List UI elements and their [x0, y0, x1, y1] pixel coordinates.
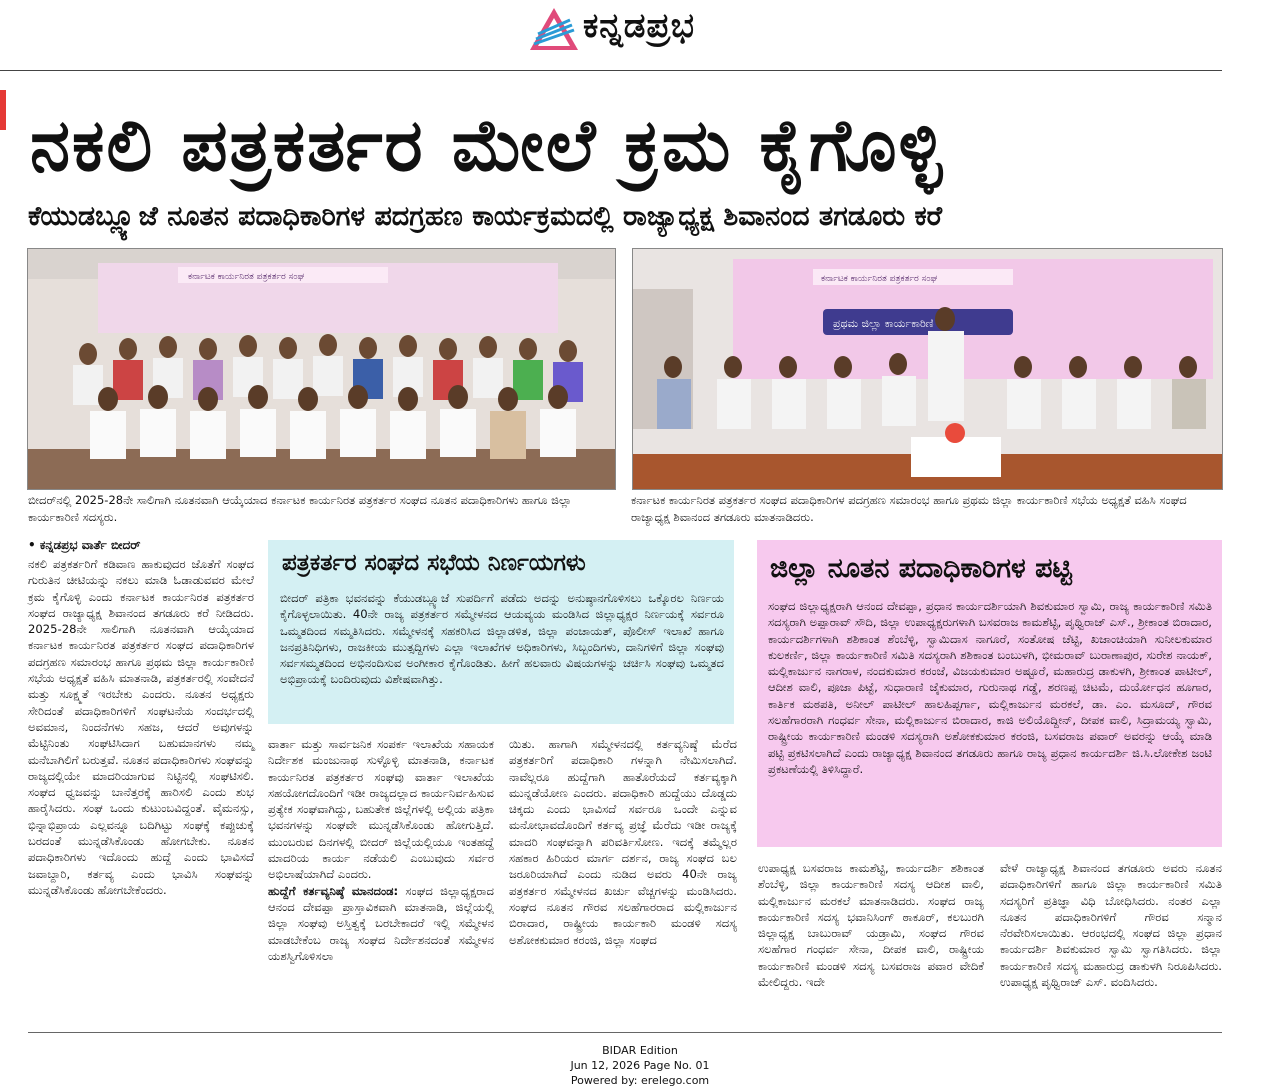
box-title: ಜಿಲ್ಲಾ ನೂತನ ಪದಾಧಿಕಾರಿಗಳ ಪಟ್ಟಿ — [770, 553, 1072, 584]
accent-bar — [0, 90, 6, 130]
article-column: ವೇಳೆ ರಾಜ್ಯಾಧ್ಯಕ್ಷ ಶಿವಾನಂದ ತಗಡೂರು ಅವರು ನೂತನ ಪದಾಧಿಕಾರಿಗಳಿಗೆ ಹಾಗೂ ಜಿಲ್ಲಾ ಕಾರ್ಯಕಾರಿಣಿ ಸಮಿತಿ ಸದಸ್ಯರಿಗೆ ಪ್ರತಿಜ್ಞಾ ವಿಧಿ ಬೋಧಿಸಿದರು. ನಂತರ ಎಲ್ಲಾ ನೂತನ ಪದಾಧಿಕಾರಿಗಳಿಗೆ ಗೌರವ ಸನ್ಮಾನ ನೆರವೇರಿಸಲಾಯಿತು. ಆರಂಭದಲ್ಲಿ ಸಂಘದ ಜಿಲ್ಲಾ ಪ್ರಧಾನ ಕಾರ್ಯದರ್ಶಿ ಶಿವಕುಮಾರ ಸ್ವಾಮಿ ಸ್ವಾಗತಿಸಿದರು. ಜಿಲ್ಲಾ ಕಾರ್ಯಕಾರಿಣಿ ಸದಸ್ಯ ಮಹಾರುದ್ರ ಡಾಕುಳಗಿ ನಿರೂಪಿಸಿದರು. ಉಪಾಧ್ಯಕ್ಷ ಪೃಥ್ವಿರಾಜ್ ಎಸ್. ವಂದಿಸಿದರು. — [1000, 861, 1222, 990]
photo2-banner-sub: ಪ್ರಥಮ ಜಿಲ್ಲಾ ಕಾರ್ಯಕಾರಿಣಿ — [833, 317, 934, 330]
article-text: ವಾರ್ತಾ ಮತ್ತು ಸಾರ್ವಜನಿಕ ಸಂಪರ್ಕ ಇಲಾಖೆಯ ಸಹಾಯಕ ನಿರ್ದೇಶಕ ಮಂಜುನಾಥ ಸುಳ್ಳೊಳ್ಳಿ ಮಾತನಾಡಿ, ಕರ್ನಾಟಕ ಕಾರ್ಯನಿರತ ಪತ್ರಕರ್ತರ ಸಂಘವು ವಾರ್ತಾ ಇಲಾಖೆಯ ಸಹಯೋಗದೊಂದಿಗೆ ಇಡೀ ರಾಜ್ಯದಲ್ಲಾದ ಕಾರ್ಯನಿರ್ವಹಿಸುವ ಪ್ರತ್ಯೇಕ ಸಂಘವಾಗಿದ್ದು, ಬಹುತೇಕ ಜಿಲ್ಲೆಗಳಲ್ಲಿ ಅಲ್ಲಿಯ ಪತ್ರಿಕಾ ಭವನಗಳನ್ನು ಸಂಘವೇ ಮುನ್ನಡೆಸಿಕೊಂಡು ಹೋಗುತ್ತಿದೆ. ಮುಂಬರುವ ದಿನಗಳಲ್ಲಿ ಬೀದರ್ ಜಿಲ್ಲೆಯಲ್ಲಿಯೂ ಇಂತಹದ್ದೆ ಮಾದರಿಯ ಕಾರ್ಯ ನಡೆಯಲಿ ಎಂಬುವುದು ಸರ್ವರ ಅಭಿಲಾಷೆಯಾಗಿದೆ ಎಂದರು. — [268, 737, 494, 882]
edition-label: BIDAR Edition — [602, 1044, 678, 1057]
photo2-banner: ಕರ್ನಾಟಕ ಕಾರ್ಯನಿರತ ಪತ್ರಕರ್ತರ ಸಂಘ — [821, 274, 938, 284]
page-footer — [0, 1043, 1280, 1088]
divider — [28, 1032, 1222, 1033]
date-page-label: Jun 12, 2026 Page No. 01 — [570, 1059, 710, 1072]
inline-subhead: ಹುದ್ದೆಗೆ ಕರ್ತವ್ಯನಿಷ್ಠೆ ಮಾನದಂಡ: — [268, 883, 399, 898]
article-column: ಯಿತು. ಹಾಗಾಗಿ ಸಮ್ಮೇಳನದಲ್ಲಿ ಕರ್ತವ್ಯನಿಷ್ಠೆ ಮೆರೆದ ಪತ್ರಕರ್ತರಿಗೆ ಪದಾಧಿಕಾರಿ ಗಳನ್ನಾಗಿ ನೇಮಿಸಲಾಗಿದೆ. ನಾವೆಲ್ಲರೂ ಹುದ್ದೆಗಾಗಿ ಹಾತೊರೆಯದೆ ಕರ್ತವ್ಯಕ್ಕಾಗಿ ಮುನ್ನಡೆಯೋಣ ಎಂದರು. ಪದಾಧಿಕಾರಿ ಹುದ್ದೆಯು ದೊಡ್ಡದು ಚಿಕ್ಕದು ಎಂದು ಭಾವಿಸದೆ ಸರ್ವರೂ ಒಂದೇ ಎನ್ನುವ ಮನೋಭಾವದೊಂದಿಗೆ ಕರ್ತವ್ಯ ಪ್ರಜ್ಞೆ ಮೆರೆದು ಇಡೀ ರಾಜ್ಯಕ್ಕೆ ಮಾದರಿ ಸಂಘವನ್ನಾಗಿ ಪರಿವರ್ತಿಸೋಣ. ಇದಕ್ಕೆ ತಮ್ಮೆಲ್ಲರ ಸಹಕಾರ ಹಿರಿಯರ ಮಾರ್ಗ ದರ್ಶನ, ರಾಜ್ಯ ಸಂಘದ ಬಲ ಜರೂರಿಯಾಗಿದೆ ಎಂದು ನುಡಿದ ಅವರು 40ನೇ ರಾಜ್ಯ ಪತ್ರಕರ್ತರ ಸಮ್ಮೇಳನದ ಖರ್ಚು ವೆಚ್ಚಗಳನ್ನು ಮಂಡಿಸಿದರು. ಸಂಘದ ನೂತನ ಗೌರವ ಸಲಹೆಗಾರರಾದ ಮಲ್ಲಿಕಾರ್ಜುನ ಬಿರಾದಾರ, ರಾಷ್ಟ್ರೀಯ ಕಾರ್ಯಕಾರಿ ಮಂಡಳಿ ಸದಸ್ಯ ಅಶೋಕಕುಮಾರ ಕರಂಜಿ, ಜಿಲ್ಲಾ ಸಂಘದ — [509, 737, 737, 947]
photo1-banner: ಕರ್ನಾಟಕ ಕಾರ್ಯನಿರತ ಪತ್ರಕರ್ತರ ಸಂಘ — [188, 272, 305, 282]
divider — [0, 70, 1222, 71]
group-photo — [27, 248, 616, 490]
logo-icon — [528, 6, 580, 56]
box-title: ಪತ್ರಕರ್ತರ ಸಂಘದ ಸಭೆಯ ನಿರ್ಣಯಗಳು — [282, 550, 586, 576]
article-column — [268, 736, 494, 964]
article-column: ನಕಲಿ ಪತ್ರಕರ್ತರಿಗೆ ಕಡಿವಾಣ ಹಾಕುವುದರ ಜೊತೆಗೆ ಸಂಘದ ಗುರುತಿನ ಚೀಟಿಯನ್ನು ನಕಲು ಮಾಡಿ ಓಡಾಡುವವರ ಮೇಲೆ ಕ್ರಮ ಕೈಗೊಳ್ಳಿ ಎಂದು ಕರ್ನಾಟಕ ಕಾರ್ಯನಿರತ ಪತ್ರಕರ್ತರ ಸಂಘದ ರಾಜ್ಯಾಧ್ಯಕ್ಷ ಶಿವಾನಂದ ತಗಡೂರು ಕರೆ ನೀಡಿದರು. 2025-28ನೇ ಸಾಲಿಗಾಗಿ ನೂತನವಾಗಿ ಆಯ್ಕೆಯಾದ ಕರ್ನಾಟಕ ಕಾರ್ಯನಿರತ ಪತ್ರಕರ್ತರ ಸಂಘದ ಪದಾಧಿಕಾರಿಗಳ ಪದಗ್ರಹಣ ಸಮಾರಂಭ ಹಾಗೂ ಪ್ರಥಮ ಜಿಲ್ಲಾ ಕಾರ್ಯಕಾರಿಣಿ ಸಭೆಯ ಅಧ್ಯಕ್ಷತೆ ವಹಿಸಿ ಮಾತನಾಡಿ, ಪತ್ರಕರ್ತರಲ್ಲಿ ಸಂವೇದನೆ ಮತ್ತು ಸೂಕ್ಷ್ಮತೆ ಇರಬೇಕು ಎಂದರು. ನೂತನ ಅಧ್ಯಕ್ಷರು ಸೇರಿದಂತೆ ಪದಾಧಿಕಾರಿಗಳಿಗೆ ಸಂಘಟನೆಯ ಸಂದರ್ಭದಲ್ಲಿ ಅವಮಾನ, ನಿಂದನೆಗಳು ಸಹಜ, ಆದರೆ ಅವುಗಳನ್ನು ಮೆಟ್ಟಿನಿಂತು ಸಂಘಟಿಸಿದಾಗ ಬಹುಮಾನಗಳು ನಮ್ಮ ಮನೆಬಾಗಿಲಿಗೆ ಬರುತ್ತವೆ. ನೂತನ ಪದಾಧಿಕಾರಿಗಳು ಸಂಘವನ್ನು ರಾಜ್ಯದಲ್ಲಿಯೇ ಮಾದರಿಯಾಗುವ ನಿಟ್ಟಿನಲ್ಲಿ ಸಂಘಟಿಸಲಿ. ಸಂಘದ ಧ್ವಜವನ್ನು ಬಾನೆತ್ತರಕ್ಕೆ ಹಾರಿಸಲಿ ಎಂದು ಶುಭ ಹಾರೈಸಿದರು. ಸಂಘ ಒಂದು ಕುಟುಂಬವಿದ್ದಂತೆ. ವೈಮನಸ್ಸು, ಭಿನ್ನಾಭಿಪ್ರಾಯ ಎಲ್ಲವನ್ನೂ ಬದಿಗಿಟ್ಟು ಸಂಘಕ್ಕೆ ಕಪ್ಪುಚುಕ್ಕೆ ಬರದಂತೆ ಮುನ್ನಡೆಸಿಕೊಂಡು ಹೋಗಬೇಕು. ನೂತನ ಪದಾಧಿಕಾರಿಗಳು ಇದೊಂದು ಹುದ್ದೆ ಎಂದು ಭಾವಿಸದೆ ಜವಾಬ್ದಾರಿ, ಕರ್ತವ್ಯ ಎಂದು ಭಾವಿಸಿ ಸಂಘವನ್ನು ಮುನ್ನಡೆಸಿಕೊಂಡು ಹೋಗಬೇಕೆಂದರು. — [28, 557, 254, 897]
article-text: ಸಂಘದ ಜಿಲ್ಲಾಧ್ಯಕ್ಷರಾದ ಆನಂದ ದೇವಪ್ಪಾ ಪ್ರಾಸ್ತಾವಿಕವಾಗಿ ಮಾತನಾಡಿ, ಜಿಲ್ಲೆಯಲ್ಲಿ ಜಿಲ್ಲಾ ಸಂಘವು ಅಸ್ತಿತ್ವಕ್ಕೆ ಬರಬೇಕಾದರೆ ಇಲ್ಲಿ ಸಮ್ಮೇಳನ ಮಾಡಬೇಕೆಂಬ ರಾಜ್ಯ ಸಂಘದ ನಿರ್ದೇಶನದಂತೆ ಸಮ್ಮೇಳನ ಯಶಸ್ವಿಗೊಳಿಸಲಾ — [268, 883, 494, 963]
masthead-title: ಕನ್ನಡಪ್ರಭ — [583, 6, 695, 46]
box-body: ಬೀದರ್ ಪತ್ರಿಕಾ ಭವನವನ್ನು ಕೆಯುಡಬ್ಲ್ಯೂಜೆ ಸುಪರ್ದಿಗೆ ಪಡೆದು ಅದನ್ನು ಅನುಷ್ಠಾನಗೊಳಿಸಲು ಒಕ್ಕೊರಲ ನಿರ್ಣಯ ಕೈಗೊಳ್ಳಲಾಯಿತು. 40ನೇ ರಾಜ್ಯ ಪತ್ರಕರ್ತರ ಸಮ್ಮೇಳನದ ಆಯವ್ಯಯ ಮಂಡಿಸಿದ ಜಿಲ್ಲಾಧ್ಯಕ್ಷರ ನಿರ್ಣಯಕ್ಕೆ ಸರ್ವರೂ ಒಮ್ಮತದಿಂದ ಸಮ್ಮತಿಸಿದರು. ಸಮ್ಮೇಳನಕ್ಕೆ ಸಹಕರಿಸಿದ ಜಿಲ್ಲಾಡಳಿತ, ಜಿಲ್ಲಾ ಪಂಚಾಯತ್, ಪೊಲೀಸ್ ಇಲಾಖೆ ಹಾಗೂ ಜನಪ್ರತಿನಿಧಿಗಳು, ರಾಜಕೀಯ ಮುತ್ಸದ್ದಿಗಳು ಎಲ್ಲಾ ಇಲಾಖೆಗಳ ಅಧಿಕಾರಿಗಳು, ಸಿಬ್ಬಂದಿಗಳು, ದಾನಿಗಳಿಗೆ ಜಿಲ್ಲಾ ಸಂಘವು ಸರ್ವಸಮ್ಮತದಿಂದ ಅಭಿನಂದಿಸುವ ಅಂಗೀಕಾರ ಕೈಗೊಂಡಿತು. ಹೀಗೆ ಹಲವಾರು ವಿಷಯಗಳನ್ನು ಚರ್ಚಿಸಿ ಸಂಘವು ಒಮ್ಮತದ ಅಭಿಪ್ರಾಯಕ್ಕೆ ಬಂದಿರುವುದು ವಿಶೇಷವಾಗಿತ್ತು. — [280, 591, 724, 687]
speaker-photo — [632, 248, 1223, 490]
dateline: • ಕನ್ನಡಪ್ರಭ ವಾರ್ತೆ ಬೀದರ್ — [28, 538, 141, 552]
photo-caption: ಕರ್ನಾಟಕ ಕಾರ್ಯನಿರತ ಪತ್ರಕರ್ತರ ಸಂಘದ ಪದಾಧಿಕಾರಿಗಳ ಪದಗ್ರಹಣ ಸಮಾರಂಭ ಹಾಗೂ ಪ್ರಥಮ ಜಿಲ್ಲಾ ಕಾರ್ಯಕಾರಿಣಿ ಸಭೆಯ ಅಧ್ಯಕ್ಷತೆ ವಹಿಸಿ ಸಂಘದ ರಾಜ್ಯಾಧ್ಯಕ್ಷ ಶಿವಾನಂದ ತಗಡೂರು ಮಾತನಾಡಿದರು. — [631, 493, 1187, 524]
box-body: ಸಂಘದ ಜಿಲ್ಲಾಧ್ಯಕ್ಷರಾಗಿ ಆನಂದ ದೇವಪ್ಪಾ, ಪ್ರಧಾನ ಕಾರ್ಯದರ್ಶಿಯಾಗಿ ಶಿವಕುಮಾರ ಸ್ವಾಮಿ, ರಾಜ್ಯ ಕಾರ್ಯಕಾರಿಣಿ ಸಮಿತಿ ಸದಸ್ಯರಾಗಿ ಅಪ್ಪಾರಾವ್ ಸೌದಿ, ಜಿಲ್ಲಾ ಉಪಾಧ್ಯಕ್ಷರುಗಳಾಗಿ ಬಸವರಾಜ ಕಾಮಶೆಟ್ಟಿ, ಪೃಥ್ವಿರಾಜ್ ಎಸ್., ಶ್ರೀಕಾಂತ ಬಿರಾದಾರ, ಕಾರ್ಯದರ್ಶಿಗಳಾಗಿ ಶಶಿಕಾಂತ ಶೆಂಬೆಳ್ಳಿ, ಸ್ವಾಮಿದಾಸ ನಾಗೂರೆ, ಸಂತೋಷ ಚೆಟ್ಟಿ, ಖಜಾಂಚಿಯಾಗಿ ಸುನೀಲಕುಮಾರ ಕುಲಕರ್ಣಿ, ಜಿಲ್ಲಾ ಕಾರ್ಯಕಾರಿಣಿ ಸಮಿತಿ ಸದಸ್ಯರಾಗಿ ಶಶಿಕಾಂತ ಬಂಬುಳಗಿ, ಭೀಮರಾವ್ ಬುರಾಣಾಪುರ, ಸುರೇಶ ನಾಯಕ್, ಮಲ್ಲಿಕಾರ್ಜುನ ನಾಗರಾಳ, ನಂದಕುಮಾರ ಕರಂಜೆ, ವಿಜಯಕುಮಾರ ಅಷ್ಟೂರೆ, ಮಹಾರುದ್ರ ಡಾಕುಳಗಿ, ಶ್ರೀಕಾಂತ ಪಾಟೀಲ್, ಆದೀಶ ವಾಲಿ, ಪೂಜಾ ಪಿಟ್ಟೆ, ಸುಧಾರಾಣಿ ಜೈಕುಮಾರ, ಗುರುನಾಥ ಗಡ್ಡೆ, ಶರಣಪ್ಪ ಚಿಟಮೆ, ದುರ್ಯೋಧನ ಹೂಗಾರ, ಕಾರ್ತಿಕ ಮಠಪತಿ, ಅನೀಲ್ ಪಾಟೀಲ್ ಹಾಲಹಿಪ್ಪರ್ಗಾ, ಮಲ್ಲಿಕಾರ್ಜುನ ಮರಕಲೆ, ಡಾ. ಎಂ. ಮಸೂದ್, ಗೌರವ ಸಲಹೆಗಾರರಾಗಿ ಗಂಧರ್ವ ಸೇನಾ, ಮಲ್ಲಿಕಾರ್ಜುನ ಬಿರಾದಾರ, ಕಾಜಿ ಅಲಿಯೊದ್ದೀನ್, ದೀಪಕ ವಾಲಿ, ಸಿದ್ರಾಮಯ್ಯ ಸ್ವಾಮಿ, ರಾಷ್ಟ್ರೀಯ ಕಾರ್ಯಕಾರಿಣಿ ಮಂಡಳಿ ಸದಸ್ಯರಾಗಿ ಅಶೋಕಕುಮಾರ ಕರಂಜಿ, ಬಸವರಾಜ ಪವಾರ್ ಅವರನ್ನು ಆಯ್ಕೆ ಮಾಡಿ ಪಟ್ಟಿ ಪ್ರಕಟಿಸಲಾಗಿದೆ ಎಂದು ರಾಜ್ಯಾಧ್ಯಕ್ಷ ಶಿವಾನಂದ ತಗಡೂರು ಹಾಗೂ ರಾಜ್ಯ ಪ್ರಧಾನ ಕಾರ್ಯದರ್ಶಿ ಜಿ.ಸಿ.ಲೋಕೇಶ ಜಂಟಿ ಪ್ರಕಟಣೆಯಲ್ಲಿ ತಿಳಿಸಿದ್ದಾರೆ. — [768, 599, 1212, 776]
subheadline: ಕೆಯುಡಬ್ಲ್ಯೂಜೆ ನೂತನ ಪದಾಧಿಕಾರಿಗಳ ಪದಗ್ರಹಣ ಕಾರ್ಯಕ್ರಮದಲ್ಲಿ ರಾಜ್ಯಾಧ್ಯಕ್ಷ ಶಿವಾನಂದ ತಗಡೂರು ಕರೆ — [28, 201, 943, 232]
article-column: ಉಪಾಧ್ಯಕ್ಷ ಬಸವರಾಜ ಕಾಮಶೆಟ್ಟಿ, ಕಾರ್ಯದರ್ಶಿ ಶಶಿಕಾಂತ ಶೆಂಬೆಳ್ಳಿ, ಜಿಲ್ಲಾ ಕಾರ್ಯಕಾರಿಣಿ ಸದಸ್ಯ ಆದೀಶ ವಾಲಿ, ಮಲ್ಲಿಕಾರ್ಜುನ ಮರಕಲೆ ಮಾತನಾಡಿದರು. ಸಂಘದ ರಾಜ್ಯ ಕಾರ್ಯಕಾರಿಣಿ ಸದಸ್ಯ ಭವಾನಿಸಿಂಗ್ ಠಾಕೂರ್, ಕಲಬುರಗಿ ಜಿಲ್ಲಾಧ್ಯಕ್ಷ ಬಾಬುರಾವ್ ಯಡ್ರಾಮಿ, ಸಂಘದ ಗೌರವ ಸಲಹೆಗಾರ ಗಂಧರ್ವ ಸೇನಾ, ದೀಪಕ ವಾಲಿ, ರಾಷ್ಟ್ರೀಯ ಕಾರ್ಯಕಾರಿಣಿ ಮಂಡಳಿ ಸದಸ್ಯ ಬಸವರಾಜ ಪವಾರ ವೇದಿಕೆ ಮೇಲಿದ್ದರು. ಇದೇ — [758, 861, 984, 990]
headline: ನಕಲಿ ಪತ್ರಕರ್ತರ ಮೇಲೆ ಕ್ರಮ ಕೈಗೊಳ್ಳಿ — [30, 103, 945, 187]
photo-caption: ಬೀದರ್‌ನಲ್ಲಿ 2025-28ನೇ ಸಾಲಿಗಾಗಿ ನೂತನವಾಗಿ ಆಯ್ಕೆಯಾದ ಕರ್ನಾಟಕ ಕಾರ್ಯನಿರತ ಪತ್ರಕರ್ತರ ಸಂಘದ ನೂತನ ಪದಾಧಿಕಾರಿಗಳು ಹಾಗೂ ಜಿಲ್ಲಾ ಕಾರ್ಯಕಾರಿಣಿ ಸದಸ್ಯರು. — [28, 493, 572, 524]
powered-by-label: Powered by: erelego.com — [570, 1074, 710, 1087]
